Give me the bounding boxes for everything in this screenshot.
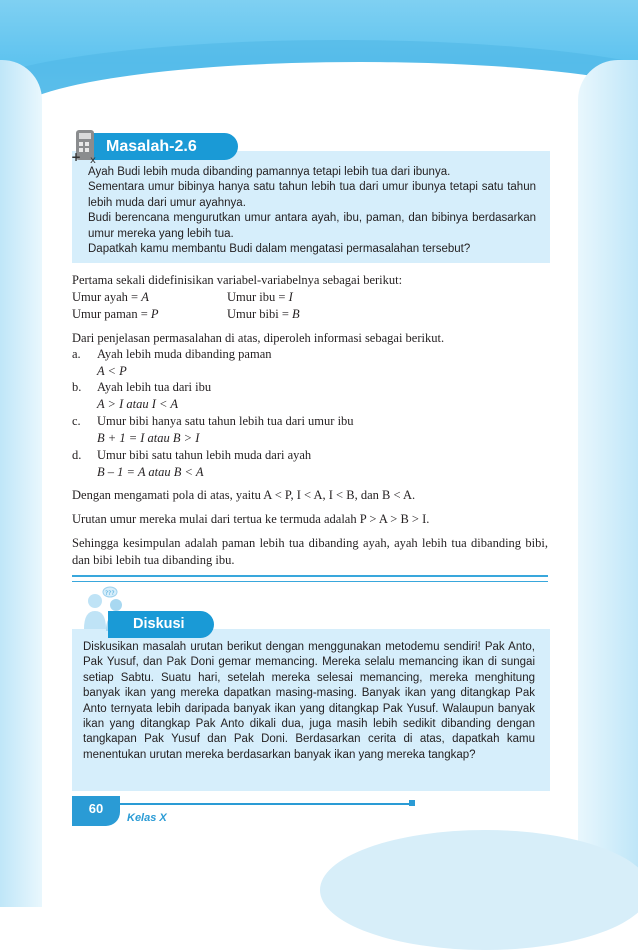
- item-text: Umur bibi satu tahun lebih muda dari ayah: [97, 448, 312, 462]
- page-number: 60: [72, 796, 120, 826]
- variable-label: Umur paman =: [72, 307, 151, 321]
- diskusi-text: Diskusikan masalah urutan berikut dengan menggunakan metodemu sendiri! Pak Anto, Pak Yusuf, dan Pak Doni gemar memancing. Mereka selalu memancing ikan di sungai setiap Sabtu. Suatu hari, setelah mereka selesai memancing, mereka menghitung banyak ikan yang mereka dapatkan masing-masing. Banyak ikan yang ditangkap Pak Anto ternyata lebih daripada banyak ikan yang ditangkap Pak Yusuf. Walaupun banyak ikan yang ditangkap Pak Anto dikali dua, juga masih lebih sedikit dibanding dengan tangkapan Pak Yusuf dan Pak Doni. Berdasarkan cerita di atas, dapatkah kamu menentukan urutan mereka berdasarkan banyak ikan yang mereka tangkap?: [83, 641, 535, 761]
- section-divider: [72, 581, 548, 582]
- variable-row: [72, 306, 300, 323]
- variable-pair: [227, 289, 293, 306]
- page-frame-right: [578, 60, 638, 907]
- variable-symbol: P: [150, 307, 159, 321]
- variable-symbol: I: [288, 290, 293, 304]
- item-label: a.: [72, 347, 81, 361]
- variable-symbol: B: [292, 307, 300, 321]
- footer-rule: [120, 803, 410, 805]
- masalah-line: Budi berencana mengurutkan umur antara ayah, ibu, paman, dan bibinya berdasarkan umur mereka yang lebih tua.: [88, 212, 536, 240]
- item-text: Ayah lebih muda dibanding paman: [97, 347, 272, 361]
- calculator-icon: [70, 128, 104, 164]
- variable-label: Umur ayah =: [72, 290, 142, 304]
- item-expression: B + 1 = I atau B > I: [97, 431, 200, 445]
- masalah-title: Masalah-2.6: [90, 133, 238, 160]
- icon-text: ???: [105, 590, 115, 597]
- item-label: b.: [72, 380, 82, 394]
- item-label: c.: [72, 414, 81, 428]
- item-text: Ayah lebih tua dari ibu: [97, 380, 212, 394]
- footer-decoration: [320, 830, 638, 950]
- pattern-statement: Dengan mengamati pola di atas, yaitu A < P, I < A, I < B, dan B < A.: [72, 488, 416, 502]
- item-expression: A < P: [97, 364, 127, 378]
- masalah-line: Dapatkah kamu membantu Budi dalam mengatasi permasalahan tersebut?: [88, 243, 471, 256]
- section-divider: [72, 575, 548, 577]
- svg-text:x: x: [90, 155, 96, 164]
- conclusion: Sehingga kesimpulan adalah paman lebih tua dibanding ayah, ayah lebih tua dibanding bibi, dan bibi lebih tua dibanding ibu.: [72, 536, 548, 567]
- variable-symbol: A: [141, 290, 149, 304]
- item-label: d.: [72, 448, 82, 462]
- masalah-text: [88, 165, 536, 257]
- item-expression: B – 1 = A atau B < A: [97, 465, 204, 479]
- book-label: Kelas X: [127, 812, 167, 824]
- variable-pair: [227, 306, 300, 323]
- solution-intro: Pertama sekali didefinisikan variabel-variabelnya sebagai berikut:: [72, 273, 403, 287]
- item-text: Umur bibi hanya satu tahun lebih tua dari umur ibu: [97, 414, 354, 428]
- info-intro: Dari penjelasan permasalahan di atas, diperoleh informasi sebagai berikut.: [72, 331, 445, 345]
- variable-row: [72, 289, 293, 306]
- footer-rule-end: [409, 800, 415, 806]
- variable-label: Umur ibu =: [227, 290, 289, 304]
- svg-text:+: +: [71, 150, 82, 164]
- page-frame-left: [0, 60, 42, 907]
- masalah-line: Sementara umur bibinya hanya satu tahun lebih tua dari umur ibunya tetapi satu tahun lebih muda dari umur ayahnya.: [88, 181, 536, 209]
- order-statement: Urutan umur mereka mulai dari tertua ke termuda adalah P > A > B > I.: [72, 512, 430, 526]
- item-expression: A > I atau I < A: [97, 397, 178, 411]
- header-band: [0, 0, 638, 105]
- diskusi-title: Diskusi: [108, 611, 214, 638]
- variable-label: Umur bibi =: [227, 307, 293, 321]
- masalah-line: Ayah Budi lebih muda dibanding pamannya tetapi lebih tua dari ibunya.: [88, 166, 451, 178]
